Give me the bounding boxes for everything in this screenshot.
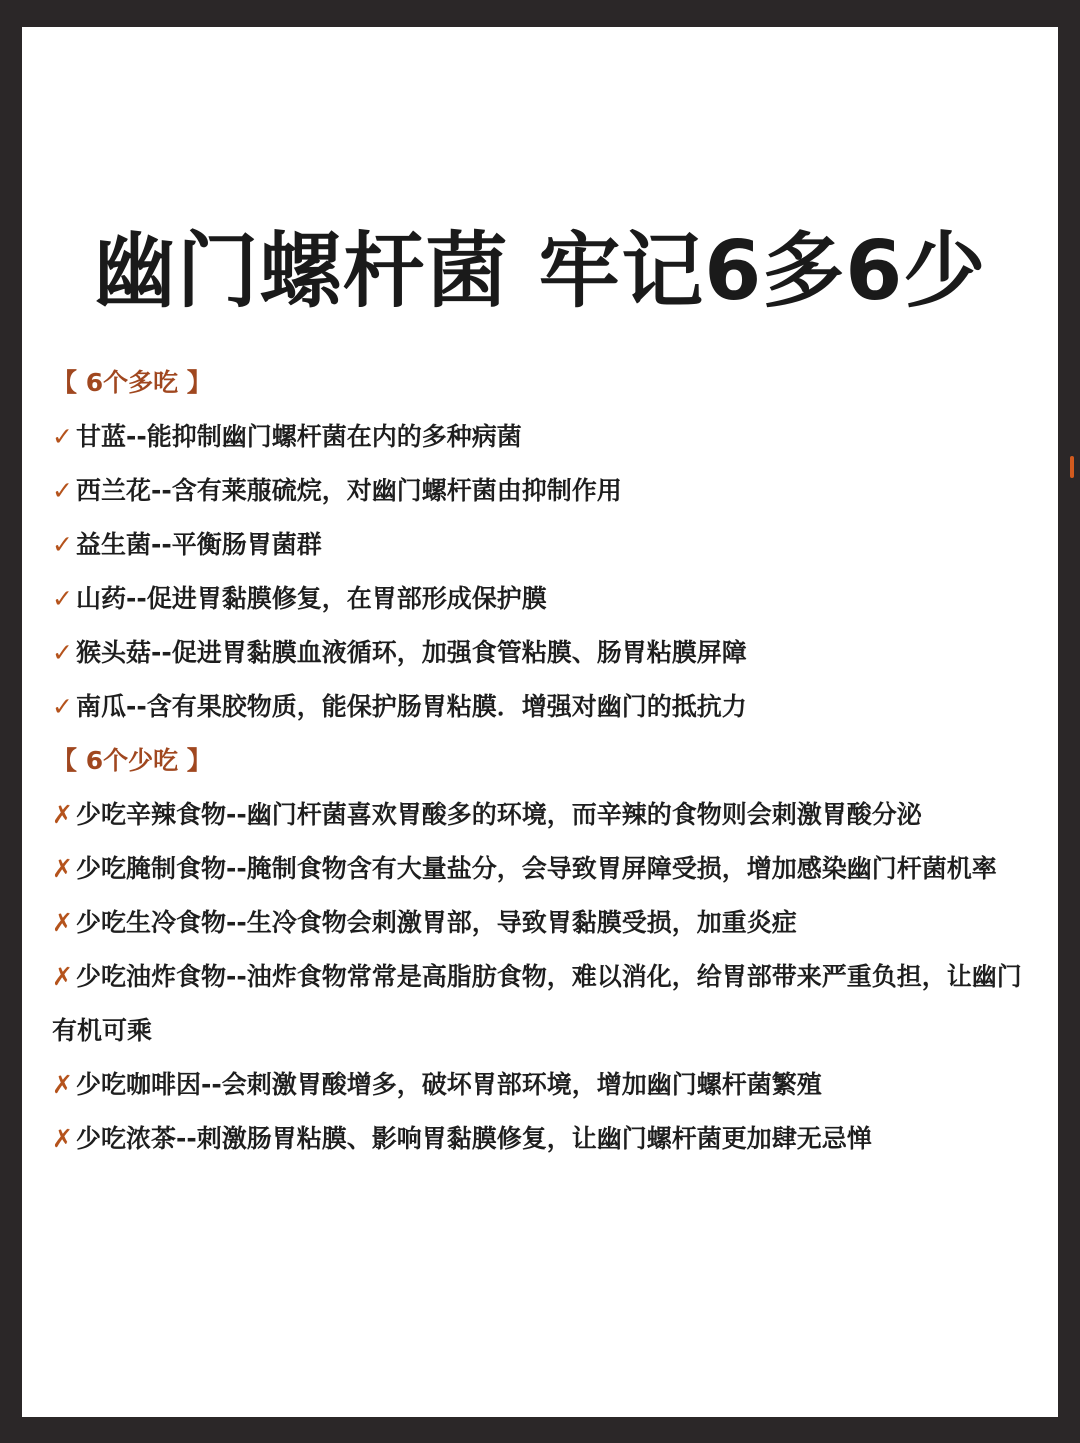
item-text: 少吃腌制食物--腌制食物含有大量盐分，会导致胃屏障受损，增加感染幽门杆菌机率 [76,854,997,883]
list-item [52,950,1032,1058]
list-item [52,788,1032,842]
list-item [52,626,1032,680]
cross-icon: ✗ [52,800,73,829]
list-item [52,1058,1032,1112]
item-text: 少吃咖啡因--会刺激胃酸增多，破坏胃部环境，增加幽门螺杆菌繁殖 [76,1070,822,1099]
item-text: 少吃油炸食物--油炸食物常常是高脂肪食物，难以消化，给胃部带来严重负担，让幽门有机可乘 [52,962,1022,1045]
item-text: 山药--促进胃黏膜修复，在胃部形成保护膜 [76,584,547,613]
cross-icon: ✗ [52,908,73,937]
item-text: 少吃生冷食物--生冷食物会刺激胃部，导致胃黏膜受损，加重炎症 [76,908,797,937]
item-text: 西兰花--含有莱菔硫烷，对幽门螺杆菌由抑制作用 [76,476,622,505]
list-item [52,842,1032,896]
item-text: 猴头菇--促进胃黏膜血液循环，加强食管粘膜、肠胃粘膜屏障 [76,638,747,667]
page-title: 幽门螺杆菌 牢记6多6少 [93,224,987,319]
item-text: 甘蓝--能抑制幽门螺杆菌在内的多种病菌 [76,422,522,451]
check-icon: ✓ [52,530,73,559]
list-item [52,572,1032,626]
check-icon: ✓ [52,638,73,667]
section-heading-eat-less: 【 6个少吃 】 [52,746,212,775]
list-item [52,410,1032,464]
list-item [52,518,1032,572]
cross-icon: ✗ [52,962,73,991]
list-item [52,464,1032,518]
item-text: 少吃浓茶--刺激肠胃粘膜、影响胃黏膜修复，让幽门螺杆菌更加肆无忌惮 [76,1124,872,1153]
check-icon: ✓ [52,422,73,451]
item-text: 南瓜--含有果胶物质，能保护肠胃粘膜．增强对幽门的抵抗力 [76,692,747,721]
check-icon: ✓ [52,584,73,613]
list-item [52,1112,1032,1166]
list-item [52,680,1032,734]
cross-icon: ✗ [52,854,73,883]
cross-icon: ✗ [52,1124,73,1153]
item-text: 少吃辛辣食物--幽门杆菌喜欢胃酸多的环境，而辛辣的食物则会刺激胃酸分泌 [76,800,922,829]
section-heading-eat-more: 【 6个多吃 】 [52,368,212,397]
content [52,356,1032,1166]
edge-marker [1070,456,1074,478]
cross-icon: ✗ [52,1070,73,1099]
list-item [52,896,1032,950]
check-icon: ✓ [52,476,73,505]
check-icon: ✓ [52,692,73,721]
item-text: 益生菌--平衡肠胃菌群 [76,530,322,559]
